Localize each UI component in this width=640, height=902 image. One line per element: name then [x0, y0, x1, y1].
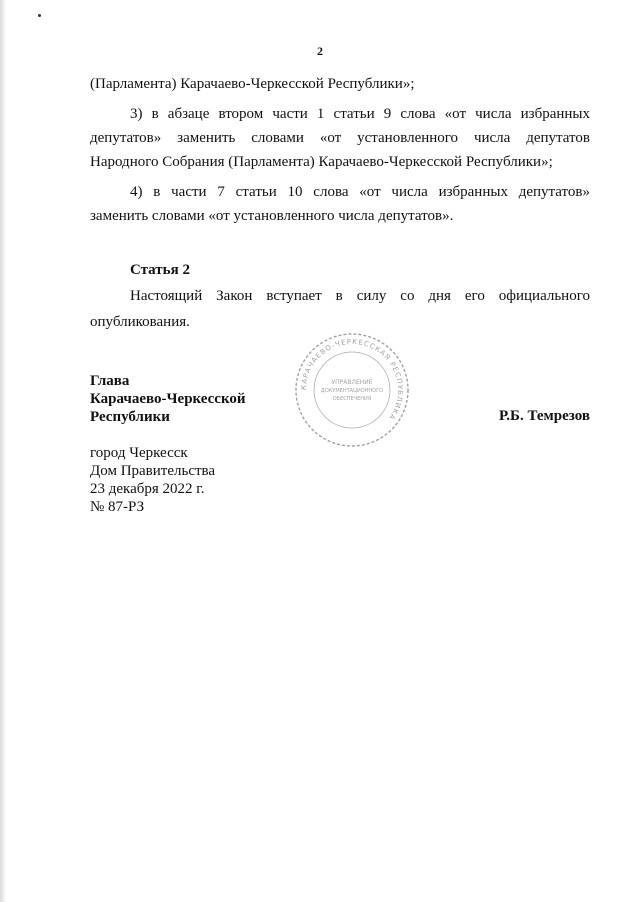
building: Дом Правительства — [90, 463, 216, 479]
item-3-line-3: Народного Собрания (Парламента) Карачаево-Черкесской Республики»; — [90, 154, 553, 170]
item-3-line-2: депутатов» заменить словами «от установленного числа депутатов — [90, 130, 590, 146]
signature-title-line-1: Глава — [90, 373, 130, 389]
item-3-line-1: 3) в абзаце втором части 1 статьи 9 слова «от числа избранных — [130, 106, 590, 122]
date: 23 декабря 2022 г. — [90, 481, 205, 497]
signature-title — [90, 372, 246, 426]
page-number: 2 — [317, 44, 323, 58]
article-2-line-1: Настоящий Закон вступает в силу со дня его официального — [130, 288, 590, 304]
stamp-ring-text: КАРАЧАЕВО-ЧЕРКЕССКАЯ РЕСПУБЛИКА — [299, 337, 405, 422]
official-stamp — [292, 330, 412, 450]
law-number: № 87-РЗ — [90, 499, 145, 515]
article-2-line-2: опубликования. — [90, 314, 190, 330]
stamp-center-line-3: ОБЕСПЕЧЕНИЯ — [332, 396, 372, 402]
article-2-heading: Статья 2 — [130, 262, 190, 278]
place-and-date — [90, 444, 215, 516]
signature-title-line-3: Республики — [90, 409, 170, 425]
signature-title-line-2: Карачаево-Черкесской — [90, 391, 246, 407]
item-4-line-1: 4) в части 7 статьи 10 слова «от числа избранных депутатов» — [130, 184, 590, 200]
scan-edge — [0, 0, 6, 902]
signatory-name: Р.Б. Темрезов — [499, 408, 590, 424]
item-4-line-2: заменить словами «от установленного числа депутатов». — [90, 208, 454, 224]
scan-speck — [38, 14, 41, 17]
stamp-center-line-2: ДОКУМЕНТАЦИОННОГО — [320, 388, 384, 394]
paragraph-continuation: (Парламента) Карачаево-Черкесской Республики»; — [90, 76, 415, 92]
stamp-center-line-1: УПРАВЛЕНИЕ — [331, 379, 373, 386]
city: город Черкесск — [90, 445, 188, 461]
